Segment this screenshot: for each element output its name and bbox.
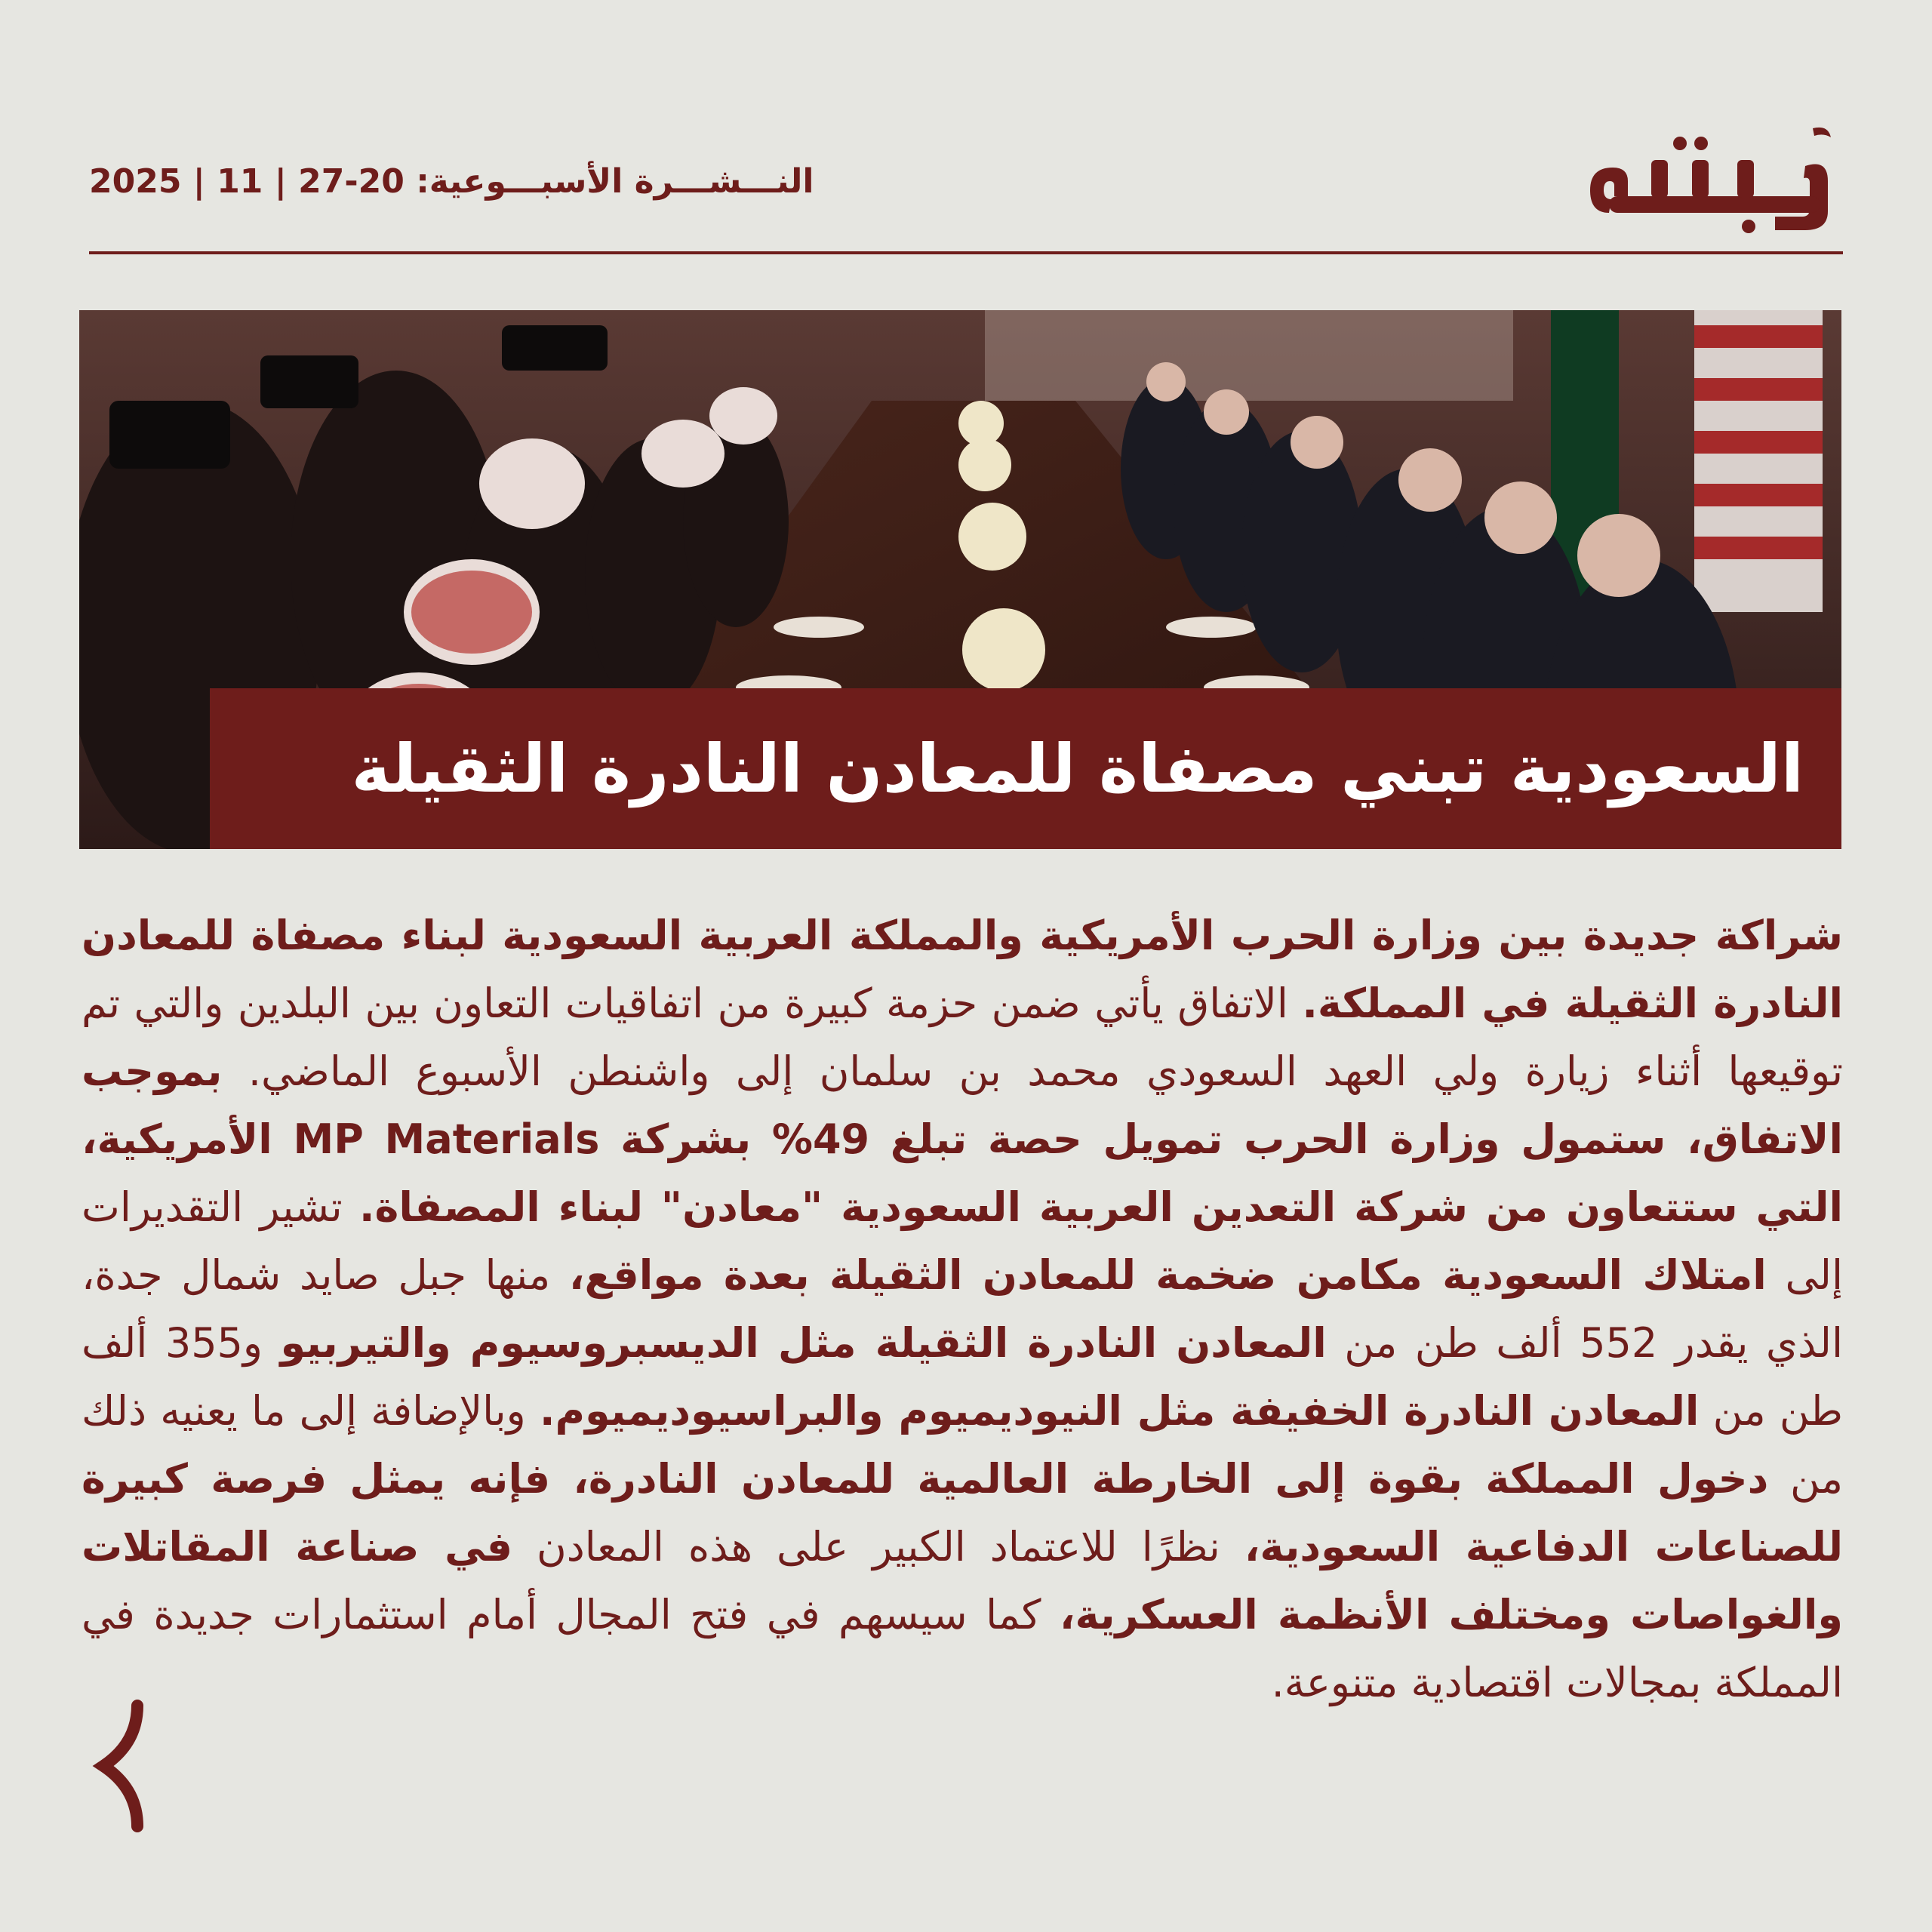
article-bold-segment: شراكة جديدة بين وزارة الحرب الأمريكية والمملكة العربية السعودية لبناء مصفاة للمعادن النادرة الثقيلة في المملكة. <box>82 912 1843 1027</box>
article-segment: تشير التقديرات إلى <box>82 1183 1843 1299</box>
article-segment: منها جبل صايد شمال جدة، الذي يقدر 552 ألف طن من <box>82 1251 1843 1367</box>
article-bold-segment: المعادن النادرة الخفيفة مثل النيوديميوم والبراسيوديميوم. <box>539 1387 1700 1435</box>
next-page-button[interactable] <box>85 1698 152 1834</box>
article-bold-segment: امتلاك السعودية مكامن ضخمة للمعادن الثقيلة بعدة مواقع، <box>568 1251 1767 1299</box>
logo-mark <box>1579 113 1850 242</box>
article-bold-segment: المعادن النادرة الثقيلة مثل الديسبروسيوم والتيربيو <box>280 1319 1327 1367</box>
article-bold-segment: بموجب الاتفاق، ستمول وزارة الحرب تمويل حصة تبلغ 49% بشركة MP Materials الأمريكية، التي ستتعاون من شركة التعدين العربية السعودية "معادن" لبناء المصفاة. <box>82 1048 1843 1231</box>
article-body <box>82 902 1843 1717</box>
chevron-left-icon <box>85 1698 152 1834</box>
issue-date-line: النـــشـــرة الأسبـــوعية: 20-27 | 11 | 2025 <box>89 162 814 201</box>
article-segment: كما سيسهم في فتح المجال أمام استثمارات جديدة في المملكة بمجالات اقتصادية متنوعة. <box>82 1591 1843 1706</box>
article-segment: و355 ألف طن من <box>82 1319 1843 1435</box>
article-bold-segment: دخول المملكة بقوة إلى الخارطة العالمية للمعادن النادرة، فإنه يمثل فرصة كبيرة للصناعات الدفاعية السعودية، <box>82 1455 1843 1571</box>
header-divider <box>89 251 1843 254</box>
article-segment: نظرًا للاعتماد الكبير على هذه المعادن <box>512 1523 1244 1571</box>
headline-banner <box>210 688 1841 849</box>
article-segment: الاتفاق يأتي ضمن حزمة كبيرة من اتفاقيات التعاون بين البلدين والتي تم توقيعها أثناء زيارة ولي العهد السعودي محمد بن سلمان إلى واشنطن الأسبوع الماضي. <box>82 980 1843 1095</box>
article-bold-segment: في صناعة المقاتلات والغواصات ومختلف الأنظمة العسكرية، <box>82 1523 1843 1638</box>
brand-logo <box>1579 113 1850 242</box>
headline-title: السعودية تبني مصفاة للمعادن النادرة الثقيلة <box>351 730 1804 808</box>
article-segment: وبالإضافة إلى ما يعنيه ذلك من <box>82 1387 1843 1503</box>
